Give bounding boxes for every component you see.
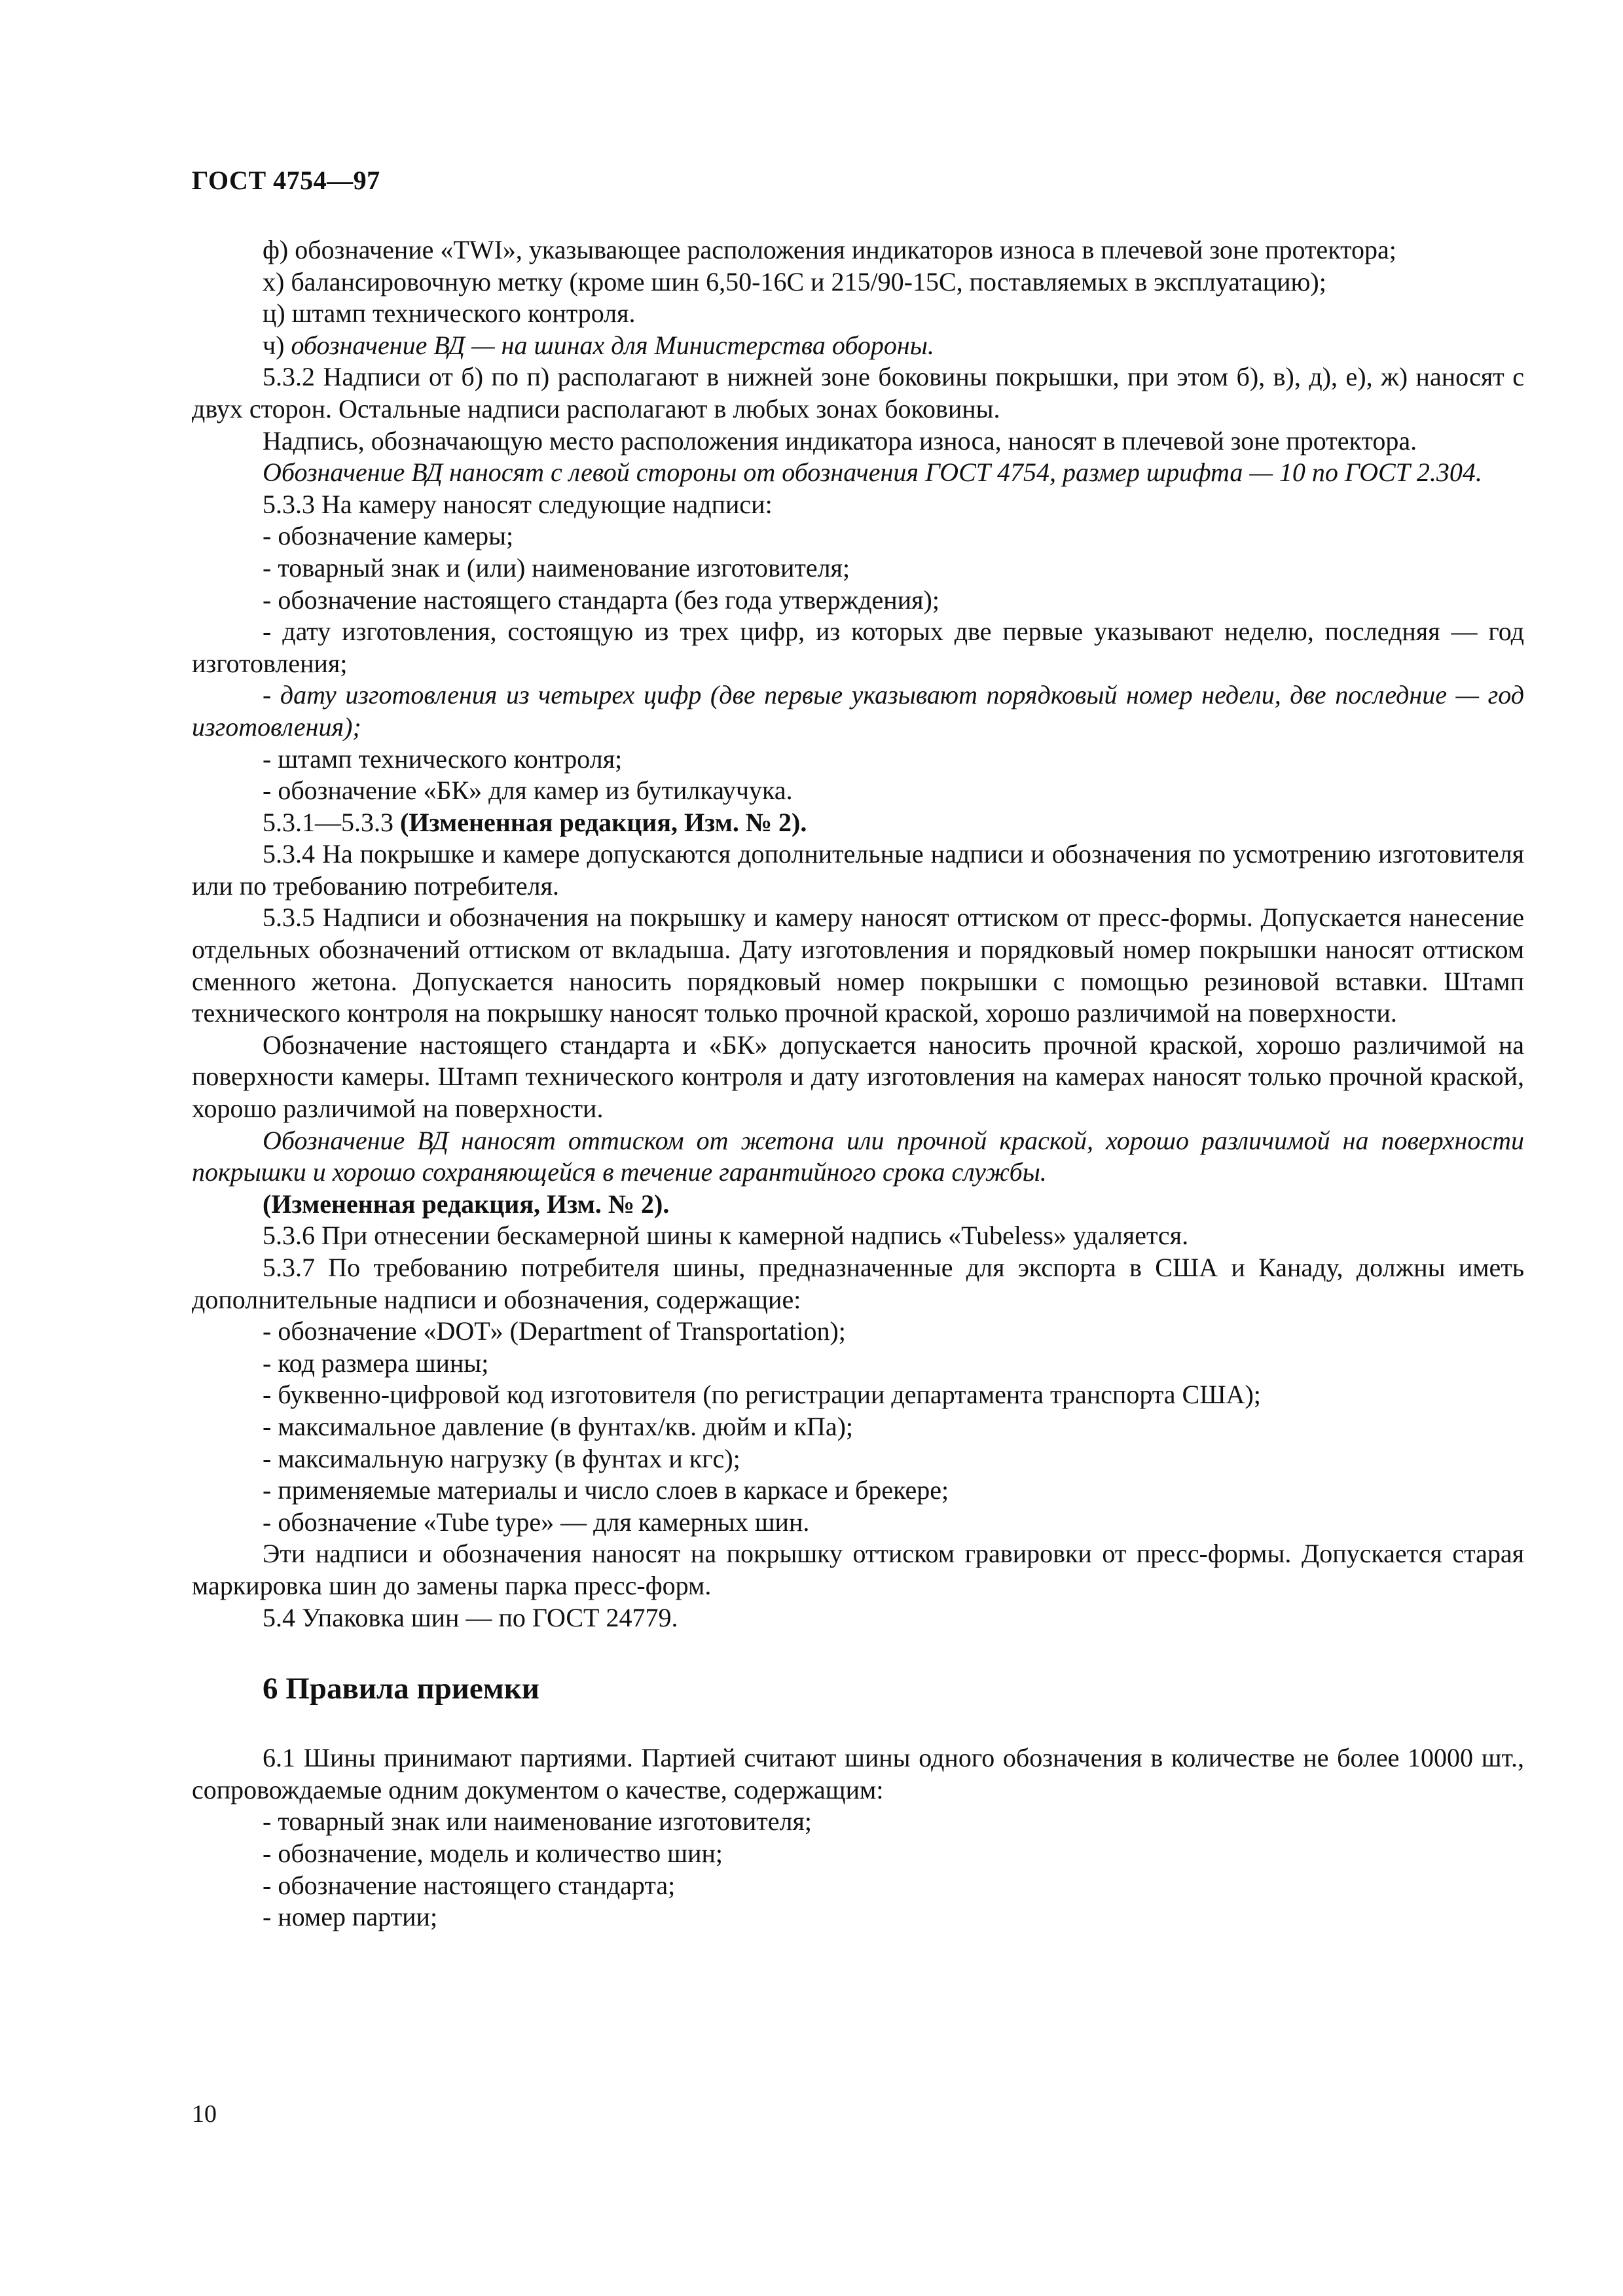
paragraph: 5.3.2 Надписи от б) по п) располагают в нижней зоне боковины покрышки, при этом б), в), д), е), ж) наносят с двух сторон. Остальные надписи располагают в любых зонах боковины.: [192, 362, 1524, 423]
document-code-header: ГОСТ 4754—97: [192, 166, 380, 195]
paragraph: 6.1 Шины принимают партиями. Партией считают шины одного обозначения в количестве не более 10000 шт., сопровождаемые одним документом о качестве, содержащим:: [192, 1743, 1524, 1804]
list-item: - код размера шины;: [263, 1348, 489, 1378]
paragraph-prefix: ч): [263, 330, 291, 360]
amendment-italic-list-item: - дату изготовления из четырех цифр (две первые указывают порядковый номер недели, две последние — год изготовления);: [192, 680, 1524, 742]
section-heading: 6 Правила приемки: [263, 1672, 539, 1706]
list-item: - дату изготовления, состоящую из трех цифр, из которых две первые указывают неделю, последняя — год изготовления;: [192, 617, 1524, 678]
list-item: - обозначение «Tube type» — для камерных шин.: [263, 1507, 810, 1537]
paragraph: 5.3.5 Надписи и обозначения на покрышку и камеру наносят оттиском от пресс-формы. Допускается нанесение отдельных обозначений оттиском от вкладыша. Дату изготовления и порядковый номер покрышки наносят оттиском сменного жетона. Допускается наносить порядковый номер покрышки с помощью резиновой вставки. Штамп технического контроля на покрышку наносят только прочной краской, хорошо различимой на поверхности.: [192, 903, 1524, 1028]
paragraph: 5.4 Упаковка шин — по ГОСТ 24779.: [263, 1602, 678, 1632]
paragraph: 5.3.6 При отнесении бескамерной шины к камерной надпись «Tubeless» удаляется.: [263, 1221, 1189, 1251]
paragraph: [192, 330, 1524, 362]
page-number: 10: [192, 2100, 217, 2128]
amendment-note: (Измененная редакция, Изм. № 2).: [263, 1189, 670, 1219]
list-item: - применяемые материалы и число слоев в каркасе и брекере;: [263, 1475, 949, 1505]
paragraph: 5.3.3 На камеру наносят следующие надписи:: [263, 489, 773, 519]
paragraph: Обозначение настоящего стандарта и «БК» допускается наносить прочной краской, хорошо различимой на поверхности камеры. Штамп технического контроля и дату изготовления на камерах наносят только прочной краской, хорошо различимой на поверхности.: [192, 1030, 1524, 1124]
list-item: - товарный знак и (или) наименование изготовителя;: [263, 552, 850, 583]
paragraph: ц) штамп технического контроля.: [263, 298, 636, 329]
clause-range: 5.3.1—5.3.3: [263, 807, 400, 837]
paragraph: 5.3.7 По требованию потребителя шины, предназначенные для экспорта в США и Канаду, должны иметь дополнительные надписи и обозначения, содержащие:: [192, 1253, 1524, 1314]
amendment-italic-text: обозначение ВД — на шинах для Министерства обороны.: [291, 330, 934, 360]
paragraph: 5.3.4 На покрышке и камере допускаются дополнительные надписи и обозначения по усмотрению изготовителя или по требованию потребителя.: [192, 839, 1524, 901]
list-item: - буквенно-цифровой код изготовителя (по регистрации департамента транспорта США);: [263, 1380, 1261, 1410]
amendment-italic-paragraph: Обозначение ВД наносят оттиском от жетона или прочной краской, хорошо различимой на поверхности покрышки и хорошо сохраняющейся в течение гарантийного срока службы.: [192, 1125, 1524, 1187]
paragraph: ф) обозначение «TWI», указывающее расположения индикаторов износа в плечевой зоне протектора;: [263, 235, 1396, 264]
list-item: - штамп технического контроля;: [263, 744, 623, 774]
list-item: - обозначение «DOT» (Department of Transportation);: [263, 1316, 846, 1346]
amendment-italic-paragraph: Обозначение ВД наносят с левой стороны от обозначения ГОСТ 4754, размер шрифта — 10 по ГОСТ 2.304.: [263, 457, 1482, 488]
list-item: - обозначение настоящего стандарта (без года утверждения);: [263, 584, 939, 615]
paragraph: Эти надписи и обозначения наносят на покрышку оттиском гравировки от пресс-формы. Допускается старая маркировка шин до замены парка пресс-форм.: [192, 1539, 1524, 1600]
paragraph: Надпись, обозначающую место расположения индикатора износа, наносят в плечевой зоне протектора.: [263, 425, 1417, 456]
list-item: - обозначение «БК» для камер из бутилкаучука.: [263, 776, 793, 806]
paragraph: х) балансировочную метку (кроме шин 6,50-16С и 215/90-15С, поставляемых в эксплуатацию);: [263, 266, 1326, 296]
list-item: - максимальную нагрузку (в фунтах и кгс);: [263, 1443, 740, 1473]
list-item: - обозначение, модель и количество шин;: [263, 1838, 723, 1868]
list-item: - максимальное давление (в фунтах/кв. дюйм и кПа);: [263, 1411, 854, 1441]
list-item: - номер партии;: [263, 1902, 438, 1932]
list-item: - обозначение камеры;: [263, 521, 514, 551]
paragraph: [192, 807, 1524, 839]
list-item: - товарный знак или наименование изготовителя;: [263, 1806, 812, 1837]
list-item: - обозначение настоящего стандарта;: [263, 1870, 676, 1900]
document-body: [192, 234, 1524, 1933]
amendment-note: (Измененная редакция, Изм. № 2).: [400, 807, 807, 837]
